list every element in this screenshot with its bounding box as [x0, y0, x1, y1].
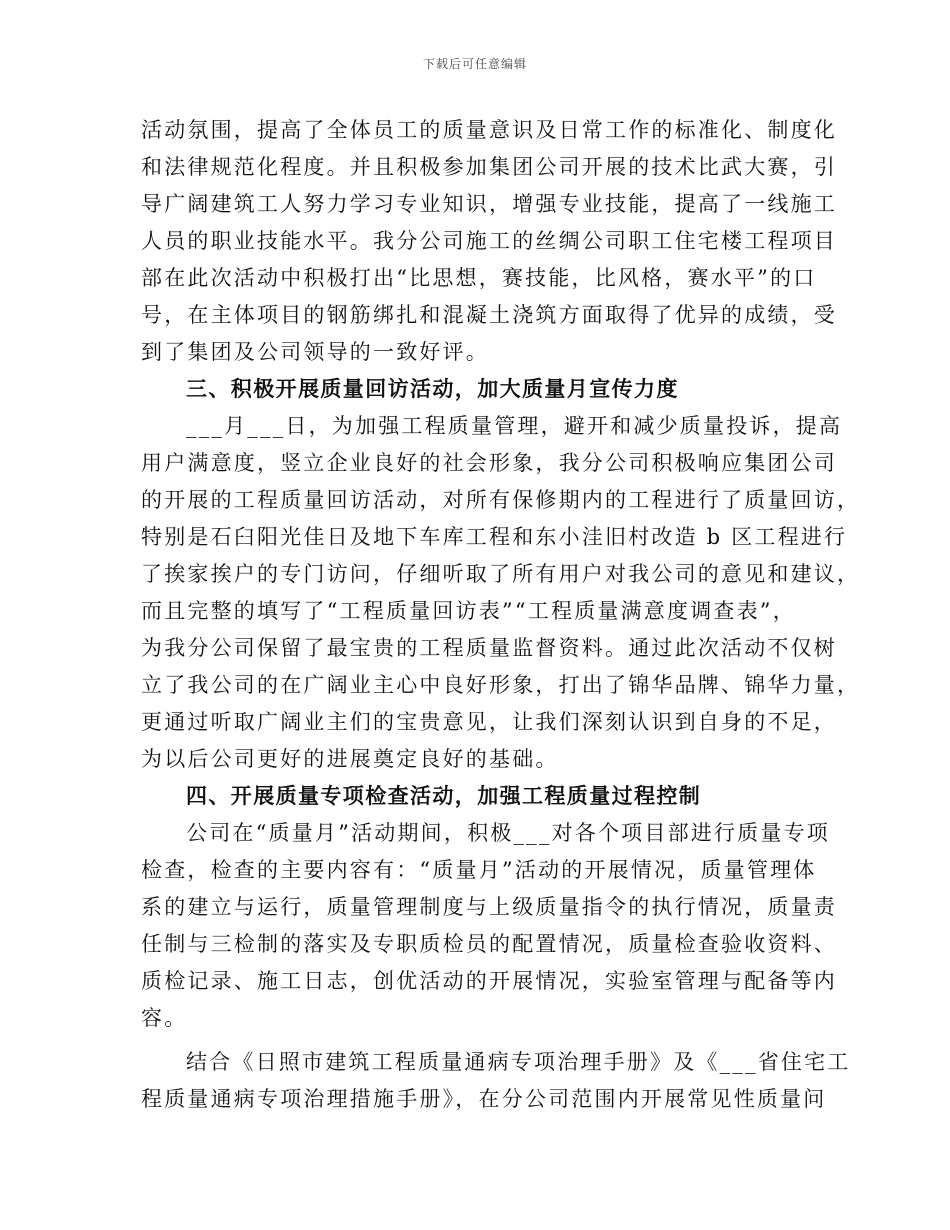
body-text-line: 用户满意度，竖立企业良好的社会形象，我分公司积极响应集团公司 — [141, 451, 837, 475]
body-text-line: 任制与三检制的落实及专职质检员的配置情况，质量检查验收资料、 — [141, 932, 837, 956]
body-text-line: 程质量通病专项治理措施手册》，在分公司范围内开展常见性质量问 — [141, 1087, 827, 1111]
body-text-line: 检查，检查的主要内容有：“质量月”活动的开展情况，质量管理体 — [141, 858, 817, 882]
body-text-line: 和法律规范化程度。并且积极参加集团公司开展的技术比武大赛，引 — [141, 155, 837, 179]
section-heading: 四、开展质量专项检查活动，加强工程质量过程控制 — [186, 784, 702, 808]
body-text-line: 了挨家挨户的专门访问，仔细听取了所有用户对我公司的意见和建议， — [141, 562, 861, 586]
body-text-line: 部在此次活动中积极打出“比思想，赛技能，比风格，赛水平”的口 — [141, 266, 817, 290]
body-text-line: 而且完整的填写了“工程质量回访表”“工程质量满意度调查表”， — [141, 599, 796, 623]
body-text-line: 活动氛围，提高了全体员工的质量意识及日常工作的标准化、制度化 — [141, 118, 837, 142]
document-body — [141, 112, 861, 1118]
body-text-line: 立了我公司的在广阔业主心中良好形象，打出了锦华品牌、锦华力量， — [141, 673, 861, 697]
body-text-line: 更通过听取广阔业主们的宝贵意见，让我们深刻认识到自身的不足， — [141, 710, 837, 734]
body-text-line: 到了集团及公司领导的一致好评。 — [141, 340, 489, 364]
body-text-line: 系的建立与运行，质量管理制度与上级质量指令的执行情况，质量责 — [141, 895, 837, 919]
body-text-line: 为以后公司更好的进展奠定良好的基础。 — [141, 747, 559, 771]
body-text-line: 人员的职业技能水平。我分公司施工的丝绸公司职工住宅楼工程项目 — [141, 229, 837, 253]
body-text-line: 结合《日照市建筑工程质量通病专项治理手册》及《___省住宅工 — [186, 1050, 851, 1074]
body-text-line: 号，在主体项目的钢筋绑扎和混凝土浇筑方面取得了优异的成绩，受 — [141, 303, 837, 327]
body-text-line: 导广阔建筑工人努力学习专业知识，增强专业技能，提高了一线施工 — [141, 192, 837, 216]
body-text-line: 质检记录、施工日志，创优活动的开展情况，实验室管理与配备等内 — [141, 969, 837, 993]
body-text-line: 公司在“质量月”活动期间，积极___对各个项目部进行质量专项 — [186, 821, 830, 845]
body-text-line: 为我分公司保留了最宝贵的工程质量监督资料。通过此次活动不仅树 — [141, 636, 837, 660]
page-header: 下载后可任意编辑 — [422, 57, 527, 71]
body-text-line: 容。 — [141, 1006, 188, 1030]
body-text-line: 特别是石臼阳光佳日及地下车库工程和东小洼旧村改造 b 区工程进行 — [141, 525, 848, 549]
body-text-line: ___月___日，为加强工程质量管理，避开和减少质量投诉，提高 — [186, 414, 843, 438]
body-text-line: 的开展的工程质量回访活动，对所有保修期内的工程进行了质量回访， — [141, 488, 861, 512]
paragraph-gap — [141, 1037, 813, 1044]
section-heading: 三、积极开展质量回访活动，加大质量月宣传力度 — [186, 377, 679, 401]
